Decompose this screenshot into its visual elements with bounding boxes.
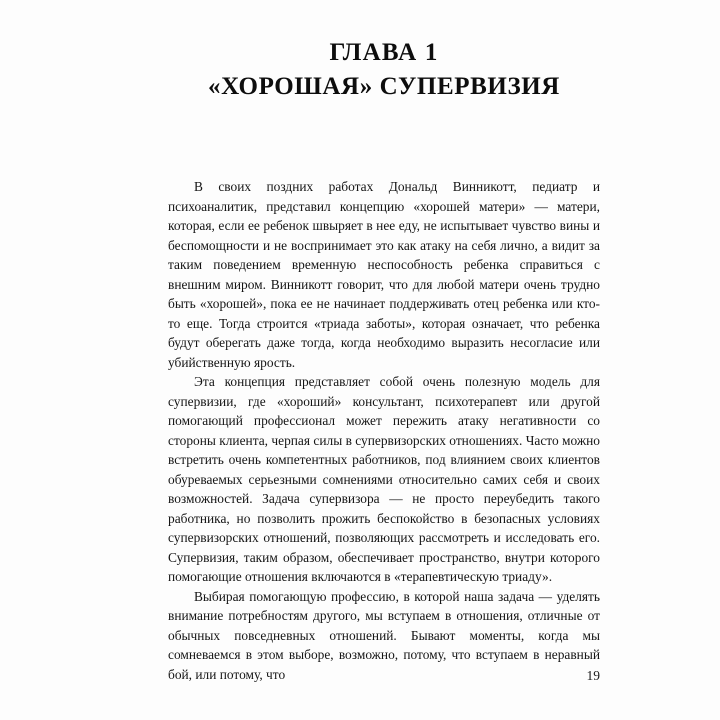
paragraph: В своих поздних работах Дональд Винникотт, педиатр и психоаналитик, представил концепцию «хорошей матери» — матери, которая, если ее ребенок швыряет в нее еду, не испытывает чувство вины и беспомощности и не воспринимает это как атаку на себя лично, а видит за таким поведением временную неспособность ребенка справиться с внешним миром. Винникотт говорит, что для любой матери очень трудно быть «хорошей», пока ее не начинает поддерживать отец ребенка или кто-то еще. Тогда строится «триада заботы», которая означает, что ребенка будут оберегать даже тогда, когда необходимо выразить несогласие или убийственную ярость. <box>168 179 600 370</box>
chapter-number: ГЛАВА 1 <box>329 39 439 66</box>
page-number: 19 <box>586 668 600 683</box>
chapter-heading <box>168 38 600 101</box>
paragraph: Выбирая помогающую профессию, в которой наша задача — уделять внимание потребностям другого, мы вступаем в отношения, отличные от обычных повседневных отношений. Бывают моменты, когда мы сомневаемся в этом выборе, возможно, потому, что вступаем в неравный бой, или потому, что <box>168 588 600 682</box>
paragraph: Эта концепция представляет собой очень полезную модель для супервизии, где «хороший» консультант, психотерапевт или другой помогающий профессионал может пережить атаку негативности со стороны клиента, черпая силы в супервизорских отношениях. Часто можно встретить очень компетентных работников, под влиянием своих клиентов обуреваемых серьезными сомнениями относительно самих себя и своих возможностей. Задача супервизора — не просто переубедить такого работника, но позволить прожить беспокойство в безопасных условиях супервизорских отношений, позволяющих рассмотреть и исследовать его. Супервизия, таким образом, обеспечивает пространство, внутри которого помогающие отношения включаются в «терапевтическую триаду». <box>168 374 600 584</box>
body-text <box>168 177 600 684</box>
chapter-title: «ХОРОШАЯ» СУПЕРВИЗИЯ <box>208 72 560 100</box>
